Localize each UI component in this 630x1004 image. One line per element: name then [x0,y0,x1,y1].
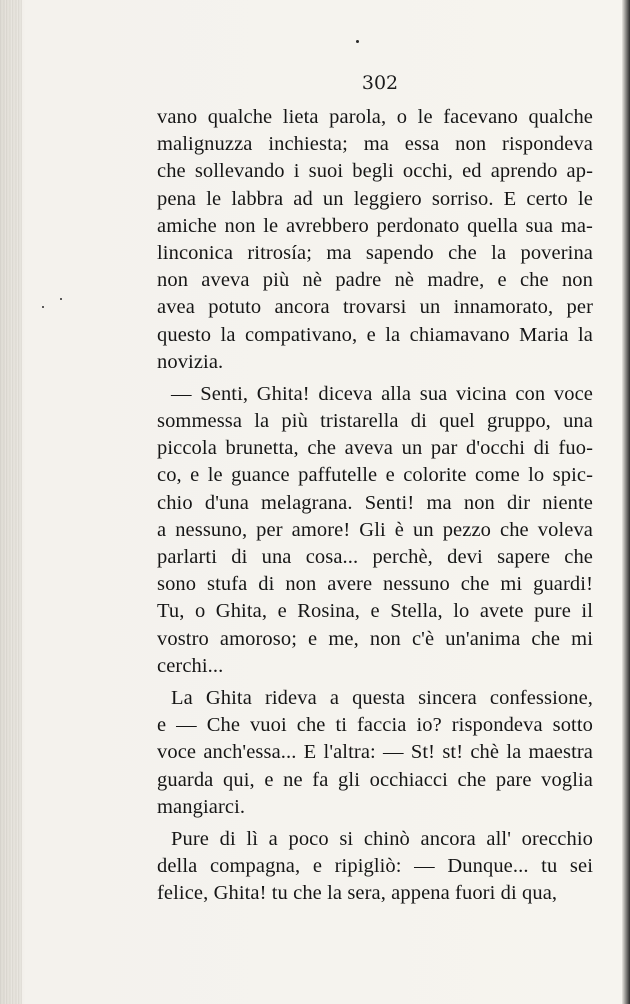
text-line: felice, Ghita! tu che la sera, appena fuori di qua, [157,882,558,905]
text-line: guarda qui, e ne fa gli occhiacci che pare voglia [157,768,593,791]
text-line: vostro amoroso; e me, non c'è un'anima che mi [157,627,593,650]
text-line: parlarti di una cosa... perchè, devi sapere che [157,546,593,568]
ink-speck [60,298,62,300]
text-line: malignuzza inchiesta; ma essa non rispondeva [157,133,593,156]
text-line: novizia. [157,350,224,373]
text-line: e — Che vuoi che ti faccia io? rispondeva sotto [157,714,593,737]
text-line: La Ghita rideva a questa sincera confessione, [171,686,593,709]
text-line: linconica ritrosía; ma sapendo che la poverina [157,241,593,264]
text-line: a nessuno, per amore! Gli è un pezzo che voleva [157,518,593,541]
text-line: cerchi... [157,654,224,677]
paragraph [157,381,593,680]
page-edge-shadow [622,0,630,1004]
text-line: Pure di lì a poco si chinò ancora all' orecchio [171,827,593,850]
text-line: chio d'una melagrana. Senti! ma non dir niente [157,491,593,514]
ink-speck [356,40,359,43]
text-line: pena le labbra ad un leggiero sorriso. E certo le [157,187,593,210]
text-line: co, e le guance paffutelle e colorite come lo spic- [157,464,593,487]
paragraph [157,104,593,376]
text-line: avea potuto ancora trovarsi un innamorato, per [157,296,593,319]
text-line: che sollevando i suoi begli occhi, ed aprendo ap- [157,160,593,183]
body-text [157,104,593,907]
paragraph [157,685,593,821]
text-line: vano qualche lieta parola, o le facevano qualche [157,106,593,128]
text-line: non aveva più nè padre nè madre, e che non [157,269,593,292]
text-line: piccola brunetta, che aveva un par d'occhi di fuo- [157,437,593,460]
text-line: della compagna, e ripigliò: — Dunque... tu sei [157,855,593,878]
page-number: 302 [361,72,399,94]
text-line: mangiarci. [157,795,246,818]
ink-speck [42,306,44,308]
text-line: — Senti, Ghita! diceva alla sua vicina con voce [171,382,593,405]
text-line: Tu, o Ghita, e Rosina, e Stella, lo avete pure il [157,600,593,623]
text-line: sommessa la più tristarella di quel gruppo, una [157,410,593,433]
text-line: sono stufa di non avere nessuno che mi guardi! [157,573,593,596]
paragraph [157,826,593,908]
book-spine-shadow [0,0,22,1004]
text-line: questo la compativano, e la chiamavano Maria la [157,323,593,346]
text-line: amiche non le avrebbero perdonato quella sua ma- [157,214,593,237]
text-line: voce anch'essa... E l'altra: — St! st! chè la maestra [157,741,593,764]
